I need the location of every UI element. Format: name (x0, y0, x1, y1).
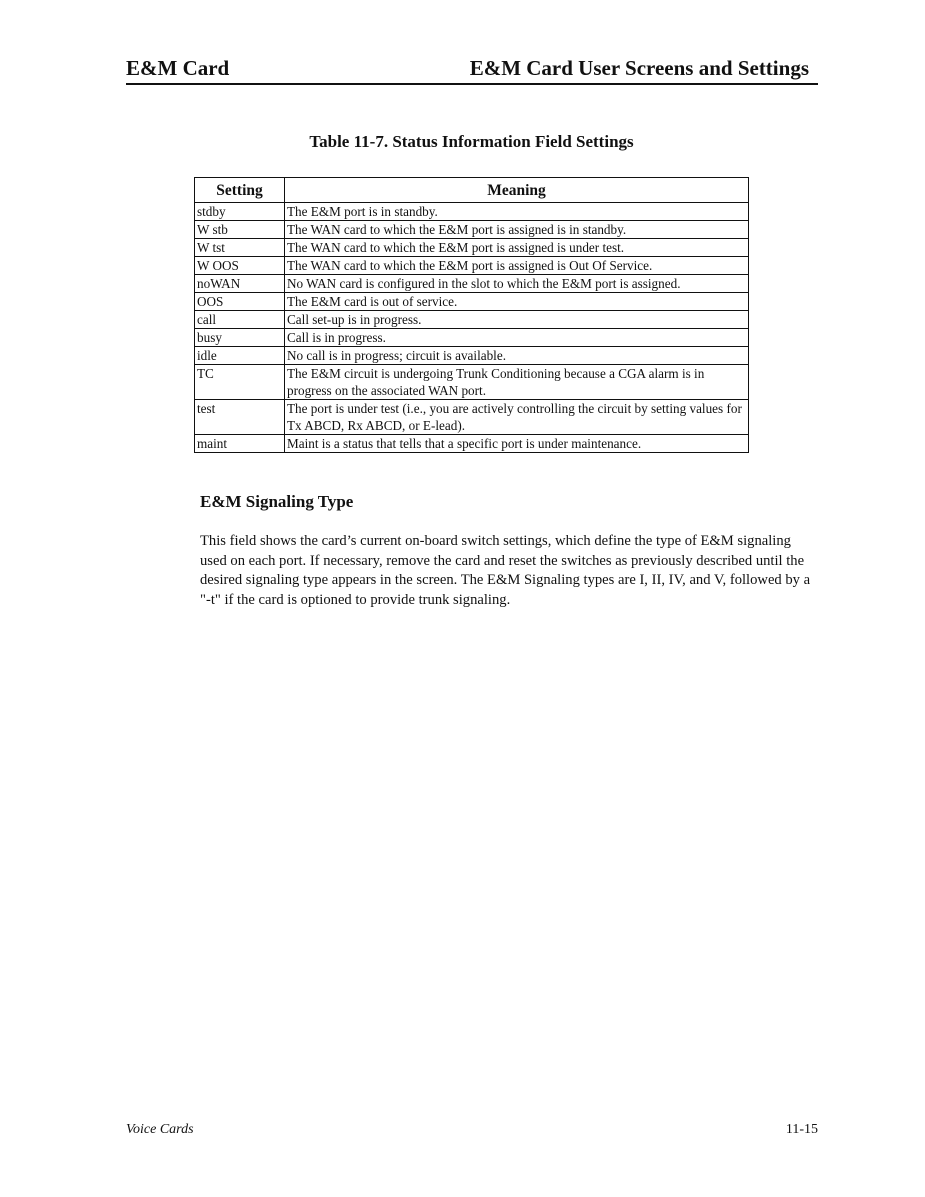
meaning-cell: The WAN card to which the E&M port is assigned is in standby. (285, 221, 749, 239)
meaning-cell: Maint is a status that tells that a specific port is under maintenance. (285, 435, 749, 453)
meaning-cell: No WAN card is configured in the slot to which the E&M port is assigned. (285, 275, 749, 293)
meaning-cell: Call set-up is in progress. (285, 311, 749, 329)
meaning-cell: The E&M card is out of service. (285, 293, 749, 311)
column-header-setting: Setting (195, 178, 285, 203)
table-row (195, 203, 749, 221)
section-body-paragraph: This field shows the card’s current on-board switch settings, which define the type of E&M signaling used on each port. If necessary, remove the card and reset the switches as previously described until the desired signaling type appears in the screen. The E&M Signaling types are I, II, IV, and V, followed by a "-t" if the card is optioned to provide trunk signaling. (200, 533, 811, 608)
header-chapter-title: E&M Card (126, 56, 230, 80)
meaning-cell: Call is in progress. (285, 329, 749, 347)
header-section-title: E&M Card User Screens and Settings (469, 56, 809, 80)
meaning-cell: The WAN card to which the E&M port is assigned is Out Of Service. (285, 257, 749, 275)
setting-cell: stdby (195, 203, 285, 221)
setting-cell: test (195, 400, 285, 435)
table-row (195, 435, 749, 453)
setting-cell: idle (195, 347, 285, 365)
setting-cell: maint (195, 435, 285, 453)
table-row (195, 257, 749, 275)
meaning-cell: The port is under test (i.e., you are actively controlling the circuit by setting values for Tx ABCD, Rx ABCD, or E-lead). (285, 400, 749, 435)
table-row (195, 311, 749, 329)
table-row (195, 239, 749, 257)
status-settings-table (194, 177, 749, 453)
table-row (195, 329, 749, 347)
meaning-cell: The WAN card to which the E&M port is assigned is under test. (285, 239, 749, 257)
meaning-cell: The E&M port is in standby. (285, 203, 749, 221)
table-caption: Table 11-7. Status Information Field Settings (309, 132, 634, 151)
setting-cell: noWAN (195, 275, 285, 293)
table-row (195, 275, 749, 293)
table-header-row (195, 178, 749, 203)
column-header-meaning: Meaning (285, 178, 749, 203)
footer-chapter-name: Voice Cards (126, 1122, 194, 1137)
table-row (195, 365, 749, 400)
setting-cell: OOS (195, 293, 285, 311)
header-rule (126, 83, 818, 85)
setting-cell: W OOS (195, 257, 285, 275)
table-row (195, 293, 749, 311)
meaning-cell: The E&M circuit is undergoing Trunk Conditioning because a CGA alarm is in progress on the associated WAN port. (285, 365, 749, 400)
setting-cell: W tst (195, 239, 285, 257)
setting-cell: W stb (195, 221, 285, 239)
table-body (195, 203, 749, 453)
section-heading: E&M Signaling Type (200, 492, 354, 511)
footer-page-number: 11-15 (785, 1122, 818, 1137)
setting-cell: TC (195, 365, 285, 400)
table-row (195, 400, 749, 435)
table-row (195, 347, 749, 365)
setting-cell: busy (195, 329, 285, 347)
setting-cell: call (195, 311, 285, 329)
meaning-cell: No call is in progress; circuit is available. (285, 347, 749, 365)
table-row (195, 221, 749, 239)
